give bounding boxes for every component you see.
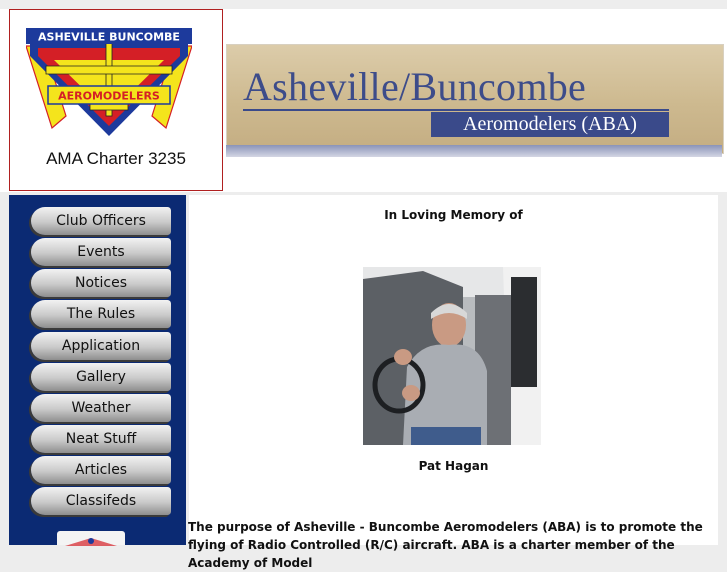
nav-club-officers-button[interactable] [31, 207, 171, 235]
banner-subtitle: Aeromodelers (ABA) [431, 112, 669, 137]
photo-caption: Pat Hagan [418, 459, 489, 473]
nav-label: Classifeds [65, 493, 137, 509]
memory-heading: In Loving Memory of [384, 208, 523, 222]
banner-rule [243, 109, 669, 111]
nav-label: Weather [71, 400, 131, 416]
memorial-photo [363, 267, 541, 445]
wings-emblem-icon [57, 532, 125, 546]
nav-label: The Rules [66, 306, 136, 322]
nav-neat-stuff-button[interactable] [31, 425, 171, 453]
nav-application-button[interactable] [31, 332, 171, 360]
nav-the-rules-button[interactable] [31, 300, 171, 328]
nav-label: Gallery [76, 369, 126, 385]
nav-label: Application [61, 338, 141, 354]
purpose-paragraph: The purpose of Asheville - Buncombe Aeromodelers (ABA) is to promote the flying of Radio Controlled (R/C) aircraft. ABA is a charter member of the Academy of Model [188, 520, 703, 570]
nav-events-button[interactable] [31, 238, 171, 266]
nav-label: Articles [74, 462, 128, 478]
nav-notices-button[interactable] [31, 269, 171, 297]
aeromodelers-logo-icon [26, 28, 192, 143]
nav-classifeds-button[interactable] [31, 487, 171, 515]
club-logo[interactable] [9, 9, 223, 191]
banner-shadow-edge [226, 145, 722, 157]
top-strip [0, 0, 727, 9]
man-in-truck-photo-icon [363, 267, 541, 445]
nav-weather-button[interactable] [31, 394, 171, 422]
banner-title: Asheville/Buncombe [243, 64, 587, 109]
sidebar-nav [9, 195, 186, 545]
nav-label: Club Officers [56, 213, 146, 229]
sidebar-badge-icon[interactable] [57, 531, 125, 545]
nav-gallery-button[interactable] [31, 363, 171, 391]
ama-charter-label: AMA Charter 3235 [46, 149, 186, 168]
site-header [0, 9, 727, 192]
logo-line1: ASHEVILLE BUNCOMBE [38, 30, 180, 44]
main-content [188, 195, 718, 570]
nav-label: Notices [74, 275, 128, 291]
nav-articles-button[interactable] [31, 456, 171, 484]
site-banner [226, 44, 724, 154]
nav-label: Neat Stuff [65, 431, 137, 447]
logo-line2: AEROMODELERS [58, 89, 160, 103]
nav-label: Events [77, 244, 125, 260]
